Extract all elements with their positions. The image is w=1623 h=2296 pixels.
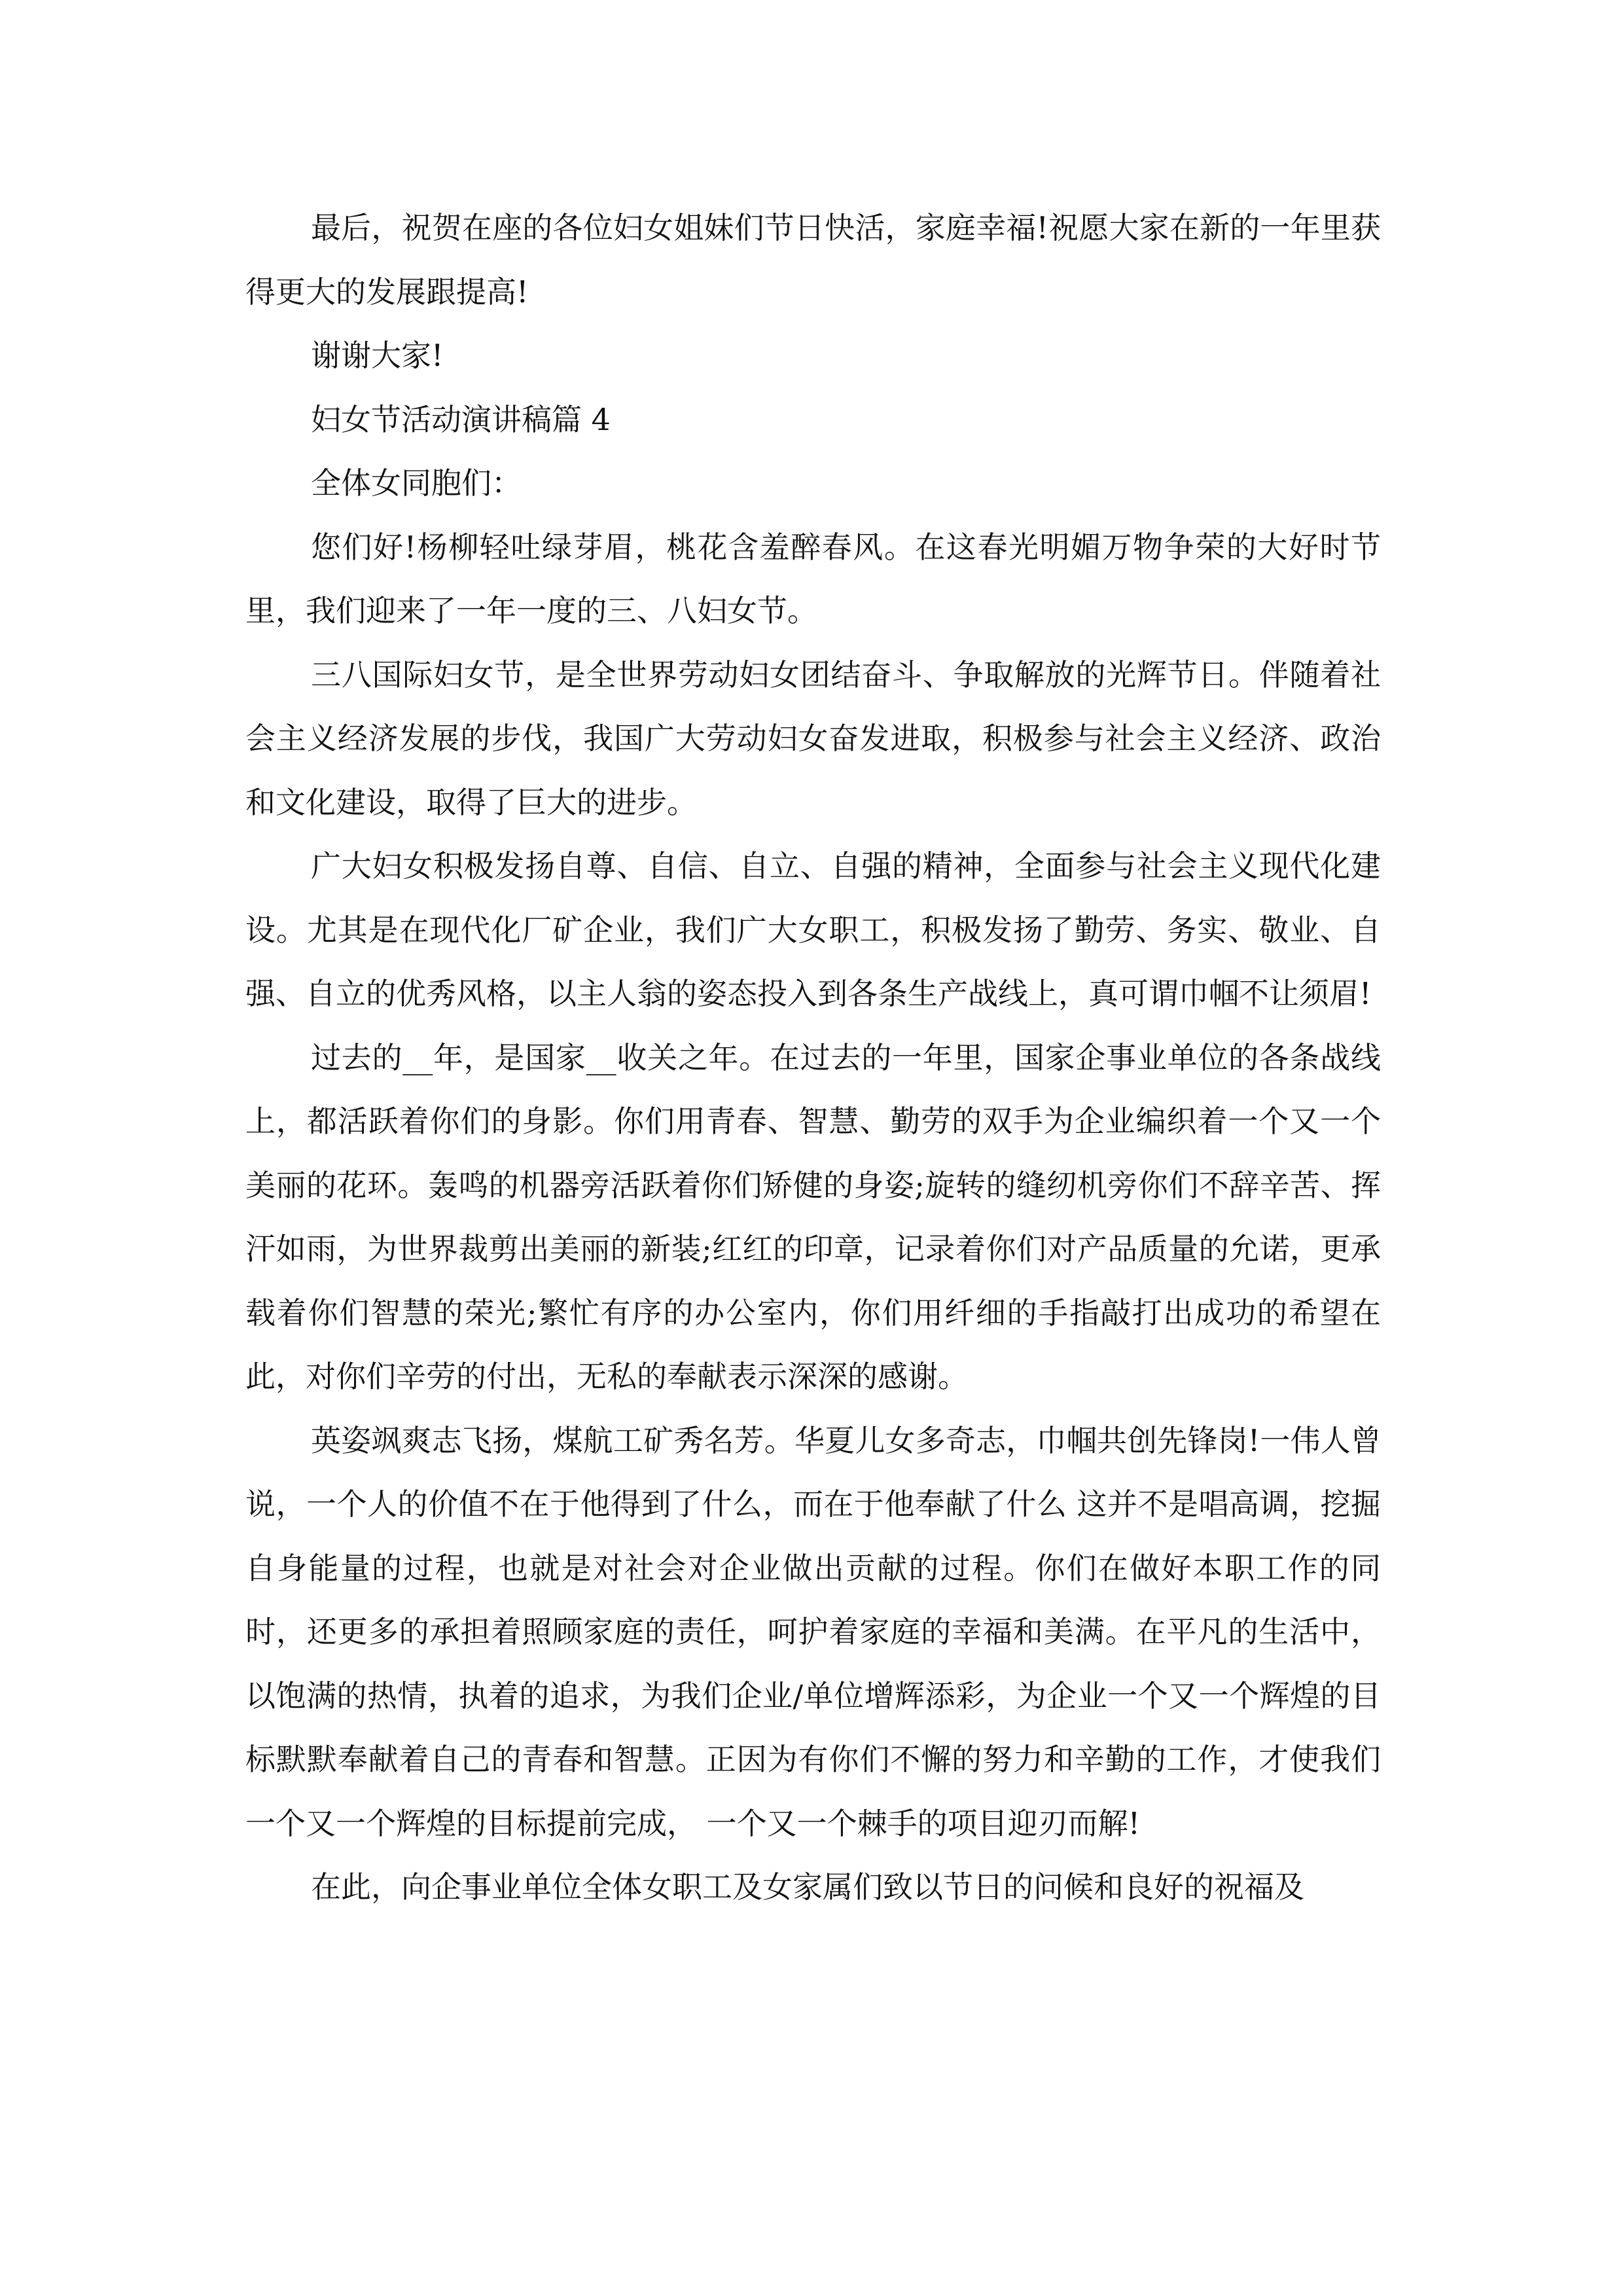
- section-heading: 妇女节活动演讲稿篇 4: [311, 401, 611, 437]
- salutation: 全体女同胞们：: [311, 465, 522, 501]
- paragraph-greeting: 您们好!杨柳轻吐绿芽眉，桃花含羞醉春风。在这春光明媚万物争荣的大好时节里，我们迎来了一年一度的三、八妇女节。: [245, 529, 1381, 628]
- paragraph-closing-wishes: 最后，祝贺在座的各位妇女姐妹们节日快活，家庭幸福!祝愿大家在新的一年里获得更大的发展跟提高!: [245, 210, 1381, 310]
- paragraph-final-greeting: 在此，向企事业单位全体女职工及女家属们致以节日的问候和良好的祝福及: [311, 1869, 1304, 1905]
- paragraph-thanks: 谢谢大家!: [311, 338, 444, 373]
- paragraph-womens-day: 三八国际妇女节，是全世界劳动妇女团结奋斗、争取解放的光辉节日。伴随着社会主义经济发展的步伐，我国广大劳动妇女奋发进取，积极参与社会主义经济、政治和文化建设，取得了巨大的进步。: [245, 656, 1381, 820]
- paragraph-modernization: 广大妇女积极发扬自尊、自信、自立、自强的精神，全面参与社会主义现代化建设。尤其是在现代化厂矿企业，我们广大女职工，积极发扬了勤劳、务实、敬业、自强、自立的优秀风格，以主人翁的姿态投入到各条生产战线上，真可谓巾帼不让须眉!: [245, 848, 1381, 1011]
- document-body: [245, 196, 1381, 1920]
- paragraph-heroines: 英姿飒爽志飞扬，煤航工矿秀名芳。华夏儿女多奇志，巾帼共创先锋岗!一伟人曾说，一个人的价值不在于他得到了什么，而在于他奉献了什么 这并不是唱高调，挖掘自身能量的过程，也就是对社会对企业做出贡献的过程。你们在做好本职工作的同时，还更多的承担着照顾家庭的责任，呵护着家庭的幸福和美满。在平凡的生活中，以饱满的热情，执着的追求，为我们企业/单位增辉添彩，为企业一个又一个辉煌的目标默默奉献着自己的青春和智慧。正因为有你们不懈的努力和辛勤的工作，才使我们一个又一个辉煌的目标提前完成， 一个又一个棘手的项目迎刃而解!: [245, 1422, 1381, 1841]
- paragraph-past-year: 过去的__年，是国家__收关之年。在过去的一年里，国家企事业单位的各条战线上，都活跃着你们的身影。你们用青春、智慧、勤劳的双手为企业编织着一个又一个美丽的花环。轰鸣的机器旁活跃着你们矫健的身姿;旋转的缝纫机旁你们不辞辛苦、挥汗如雨，为世界裁剪出美丽的新装;红红的印章，记录着你们对产品质量的允诺，更承载着你们智慧的荣光;繁忙有序的办公室内，你们用纤细的手指敲打出成功的希望在此，对你们辛劳的付出，无私的奉献表示深深的感谢。: [245, 1039, 1381, 1394]
